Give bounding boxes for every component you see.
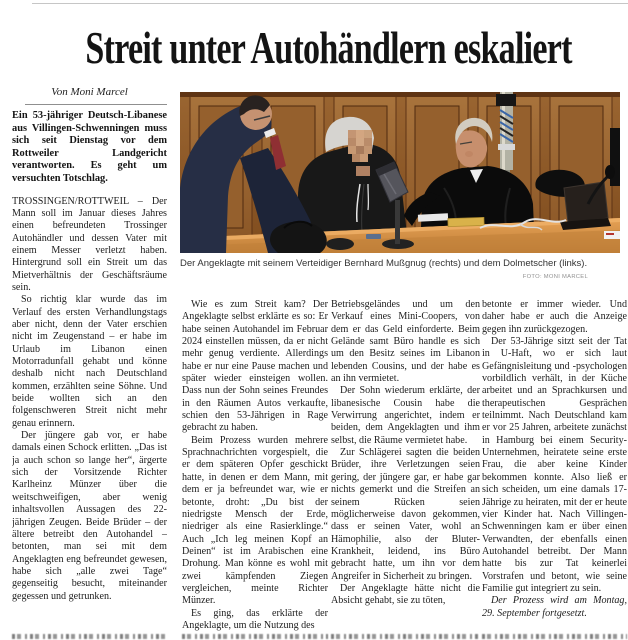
smartphone: [366, 234, 381, 239]
courtroom-photo: [180, 92, 620, 253]
article-column-4: [482, 299, 627, 633]
article-column-3: [331, 299, 480, 633]
paragraph: Der 53-Jährige sitzt seit der Tat in U-Haft, wo er sich laut Gefängnisleitung und -psychologen vorbildlich verhält, in der Küche arbeitet und an Sprachkursen und therapeutischen Gesprächen teilnimmt. Nach Deutschland kam er vor 25 Jahren, arbeitete zunächst in Hamburg bei einem Security-Unternehmen, heiratete seine erste Frau, die aber keine Kinder bekommen konnte. Also ließ er sich scheiden, um eine damals 17-Jährige zu heiraten, mit der er heute vier Kinder hat. Nach Villingen-Schwenningen kam er über einen Verwandten, der ebenfalls einen Autohandel betreibt. Der Mann hatte bis zur Tat keinerlei Vorstrafen und betont, wie seine Familie gut integriert zu sein.: [482, 336, 627, 594]
cutoff-text-sliver: [182, 634, 328, 639]
article-column-2: [182, 299, 328, 633]
yellow-folder: [448, 217, 484, 226]
paragraph: Es ging, das erklärte der Angeklagte, um die Nutzung des: [182, 607, 328, 631]
photo-caption: Der Angeklagte mit seinem Verteidiger Bernhard Mußgnug (rechts) und dem Dolmetscher (links).: [180, 258, 588, 269]
paragraph: Beim Prozess wurden mehrere Sprachnachrichten vorgespielt, die er dem späteren Opfer geschickt hatte, in denen er dem Mann, mit dem er ja befreundet war, wie er betonte, droht: „Du bist der niedrigste Mensch der Erde, niedriger als eine Rasierklinge.“ Auch „Ich leg meinen Kopf an Deinen“ ist im Arabischen eine Drohung. Man könne es wohl mit zwei kämpfenden Ziegen vergleichen, meinte Richter Münzer.: [182, 434, 328, 607]
paragraph: Betriebsgeländes und um den Verkauf eines Mini-Coopers, von dem er das Geld einforderte. Beim Gelände samt Büro handle es sich um den Besitz seines im Libanon lebenden Cousins, und der habe es an ihn vermietet.: [331, 299, 480, 385]
byline: Von Moni Marcel: [51, 86, 128, 98]
paragraph: Der Angeklagte hätte nicht die Absicht gehabt, sie zu töten,: [331, 582, 480, 607]
photo-credit: FOTO: MONI MARCEL: [522, 274, 588, 280]
courtroom-photo-graphic: [180, 92, 620, 253]
paragraph: So richtig klar wurde das im Verlauf des ersten Verhandlungstags aber nicht, denn der Vater erschien nicht im Zeugenstand – er habe im Urlaub im Libanon einen Motorradunfall gehabt und könne deshalb nicht nach Deutschland kommen, erzählten seine Söhne. Und beide wollten sich an den folgenschweren Streit nicht mehr genau erinnern.: [12, 294, 167, 429]
paragraph-closing-note: Der Prozess wird am Montag, 29. September fortgesetzt.: [482, 595, 627, 619]
paragraph-dateline: TROSSINGEN/ROTTWEIL – Der Mann soll im Januar dieses Jahres einen befreundeten Trossinger Autohändler und dessen Vater mit einem Messer verletzt haben. Hintergrund soll ein Streit um das Mietverhältnis der Geschäftsräume sein.: [12, 195, 167, 293]
article-column-1: [12, 110, 167, 633]
lead-paragraph: Ein 53-jähriger Deutsch-Libanese aus Villingen-Schwenningen muss sich seit Dienstag vor dem Rottweiler Landgericht verantworten. Es geht um versuchten Totschlag.: [12, 110, 167, 184]
cutoff-text-sliver: [482, 634, 627, 639]
top-rule: [32, 3, 628, 4]
headline-text: Streit unter Autohändlern eskaliert: [85, 22, 572, 73]
paragraph: Der jüngere gab vor, er habe damals einen Schock erlitten. „Das ist ja auch schon so lange her“, ärgerte sich der Vorsitzende Richter Karlheinz Münzer über die weitschweifigen, aber wenig inhaltsvollen Aussagen des 22-jährigen Zeugen. Beide Brüder – der ältere betreibt den Autohandel – betonten, man sei mit dem Angeklagten eng befreundet gewesen, habe sich „alle zwei Tage“ gegenseitig besucht, miteinander gegessen und getrunken.: [12, 430, 167, 602]
cutoff-text-sliver: [331, 634, 480, 639]
cutoff-text-sliver: [12, 634, 167, 639]
page-title: [0, 21, 628, 74]
paragraph: Wie es zum Streit kam? Der Angeklagte selbst erklärte es so: Er habe seinen Autohandel im Februar 2024 einstellen müssen, da er nicht mehr genug verdiente. Allerdings habe er nur eine Pause machen und später wieder einsteigen wollen. Dass nun der Sohn seines Freundes in den Räumen Autos verkaufte, schien den 53-Jährigen in Rage gebracht zu haben.: [182, 299, 328, 434]
paragraph: betonte er immer wieder. Und daher habe er auch die Anzeige gegen ihn zurückgezogen.: [482, 299, 627, 335]
paragraph: Der Sohn wiederum erklärte, der libanesische Cousin habe die Verwirrung angerichtet, indem er beiden, dem Angeklagten und ihm selbst, die Räume vermietet habe.: [331, 385, 480, 446]
laptop-screen: [564, 182, 608, 223]
byline-rule: [25, 104, 167, 105]
paragraph: Zur Schlägerei sagten die beiden Brüder, ihre Verletzungen seien gering, der jüngere gar, er habe gar nichts gemerkt und die Streifen an seinem Rücken seien möglicherweise davon gekommen, dass er seinen Vater, wohl an Hämophilie, also der Bluter-Krankheit, leidend, ins Büro gebracht hatte, um ihn vor dem Angreifer in Sicherheit zu bringen.: [331, 447, 480, 582]
